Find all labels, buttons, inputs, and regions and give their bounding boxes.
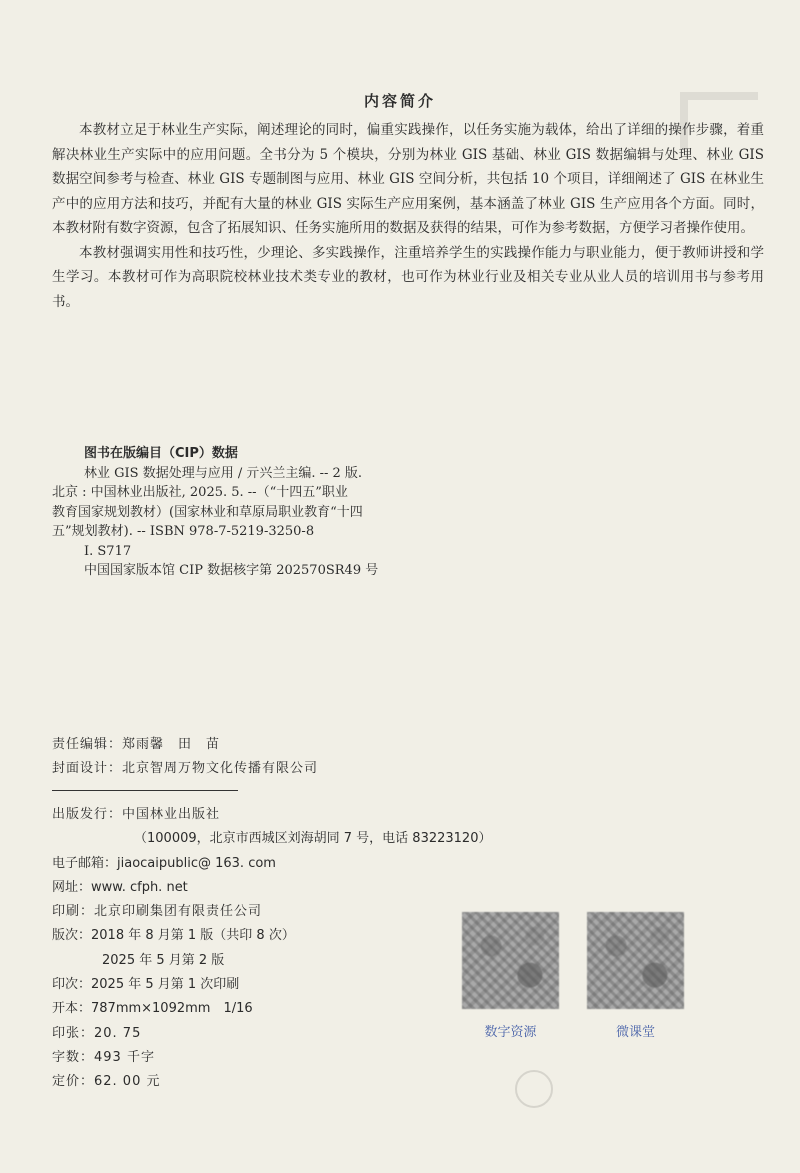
format-line: 开本：787mm×1092mm 1/16 <box>52 1001 253 1017</box>
qr-label-micro-class: 微课堂 <box>615 1025 655 1040</box>
summary-paragraph-1: 本教材立足于林业生产实际，阐述理论的同时，偏重实践操作，以任务实施为载体，给出了详细的操作步骤，着重解决林业生产实际中的应用问题。全书分为 5 个模块，分别为林业 GIS 基础、林业 GIS 数据编辑与处理、林业 GIS 数据空间参考与检查、林业 GIS 专题制图与应用、林业 GIS 空间分析，共包括 10 个项目，详细阐述了 GIS 在林业生产中的应用方法和技巧，并配有大量的林业 GIS 实际生产应用案例，基本涵盖了林业 GIS 生产应用各个方面。同时，本教材附有数字资源，包含了拓展知识、任务实施所用的数据及获得的结果，可作为参考数据，方便学习者操作使用。 <box>52 122 764 236</box>
qr-label-digital-resources: 数字资源 <box>484 1025 537 1040</box>
edition-line: 版次：2018 年 8 月第 1 版（共印 8 次） <box>52 928 295 944</box>
cip-heading: 图书在版编目（CIP）数据 <box>84 446 238 461</box>
summary-paragraph-2: 本教材强调实用性和技巧性，少理论、多实践操作，注重培养学生的实践操作能力与职业能力，便于教师讲授和学生学习。本教材可作为高职院校林业技术类专业的教材，也可作为林业行业及相关专业从业人员的培训用书与参考用书。 <box>52 244 764 310</box>
cip-line: 五”规划教材). -- ISBN 978-7-5219-3250-8 <box>52 524 315 539</box>
edition-line-2: 2025 年 5 月第 2 版 <box>102 952 225 968</box>
publication-info <box>52 803 491 1095</box>
printer-line: 印刷：北京印刷集团有限责任公司 <box>52 904 263 920</box>
responsible-editor: 责任编辑：郑雨馨 田 苗 <box>52 737 221 752</box>
website-line: 网址：www. cfph. net <box>52 879 188 895</box>
publisher-address: （100009，北京市西城区刘海胡同 7 号，电话 83223120） <box>134 831 492 847</box>
price-line: 定价：62. 00 元 <box>52 1074 161 1090</box>
sheets-line: 印张：20. 75 <box>52 1025 142 1041</box>
qr-code-micro-class[interactable] <box>587 912 684 1009</box>
cip-line: 中国国家版本馆 CIP 数据核字第 202570SR49 号 <box>84 563 379 578</box>
publisher-line: 出版发行：中国林业出版社 <box>52 807 221 822</box>
cip-data-block <box>52 444 492 581</box>
credits-block <box>52 733 318 781</box>
cip-line: Ⅰ. S717 <box>84 543 132 559</box>
cip-line: 教育国家规划教材）(国家林业和草原局职业教育“十四 <box>52 504 363 520</box>
email-line: 电子邮箱：jiaocaipublic@ 163. com <box>52 855 276 871</box>
cip-line: 北京 : 中国林业出版社, 2025. 5. --（“十四五”职业 <box>52 485 348 500</box>
qr-code-digital-resources[interactable] <box>462 912 559 1009</box>
cover-designer: 封面设计：北京智周万物文化传播有限公司 <box>52 761 319 776</box>
publisher-logo-watermark <box>505 1070 745 1130</box>
publisher-emblem-icon <box>515 1070 553 1108</box>
cip-line: 林业 GIS 数据处理与应用 / 亓兴兰主编. -- 2 版. <box>84 465 363 481</box>
content-summary <box>52 118 764 314</box>
impression-line: 印次：2025 年 5 月第 1 次印刷 <box>52 977 240 993</box>
page-title: 内容简介 <box>363 92 436 110</box>
divider-line <box>52 790 238 791</box>
word-count-line: 字数：493 千字 <box>52 1049 155 1065</box>
